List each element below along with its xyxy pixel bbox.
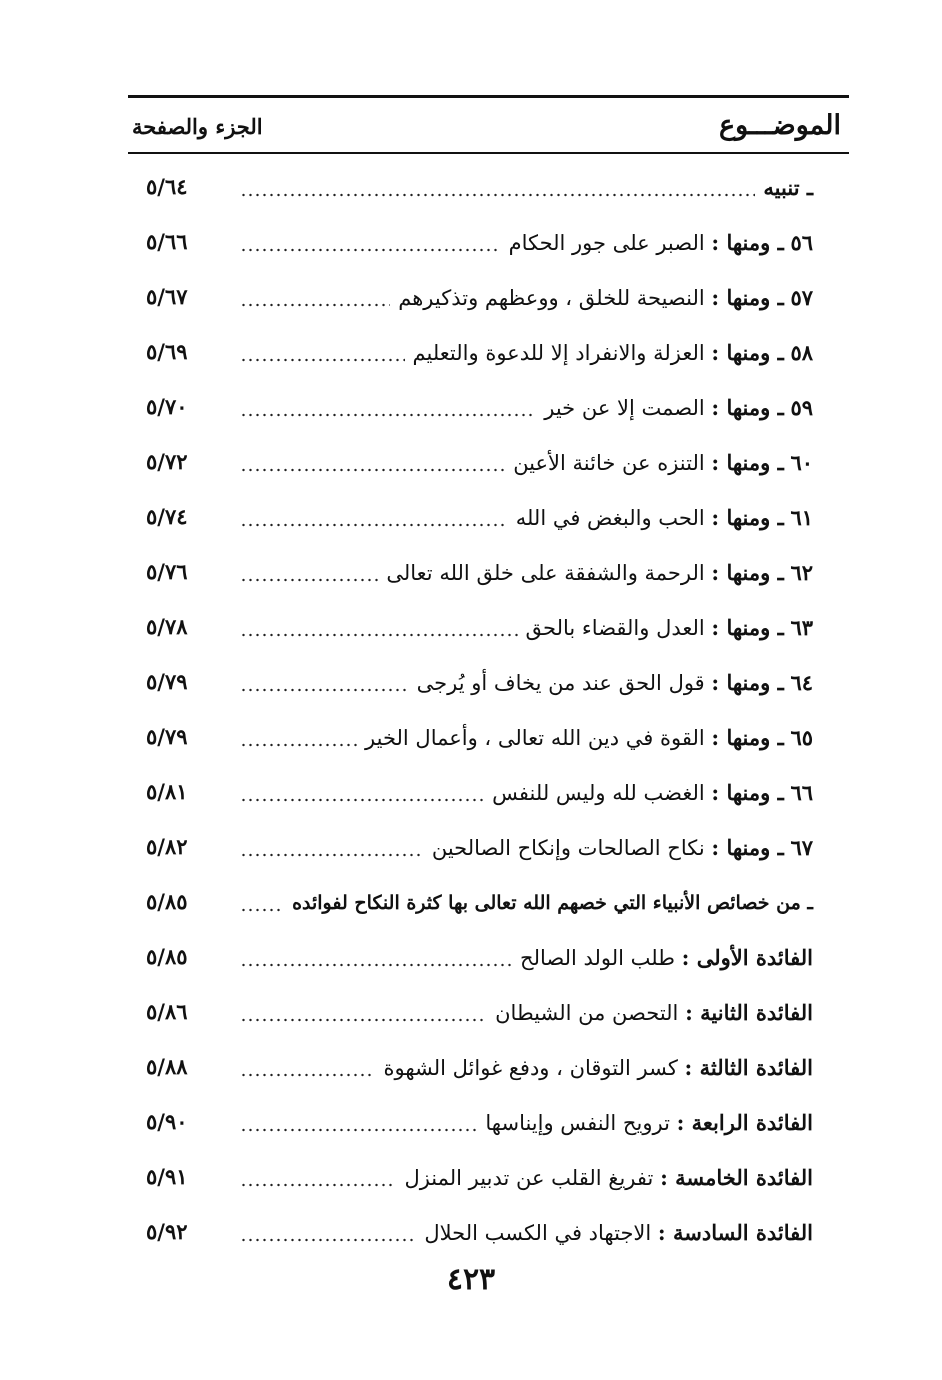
- dot-leader: [240, 466, 505, 474]
- toc-entry-number: ٦١: [790, 504, 813, 530]
- toc-entry-title: [284, 888, 813, 918]
- toc-entry-page: ٥/٨٦: [146, 999, 188, 1024]
- toc-entry: [128, 930, 849, 985]
- page-column-header: الجزء والصفحة: [132, 114, 263, 139]
- toc-entry-number: ٦٤: [790, 669, 813, 695]
- toc-entry-page: ٥/٧٩: [146, 669, 188, 694]
- dot-leader: [240, 796, 484, 804]
- dot-leader: [240, 906, 284, 914]
- toc-entry-title: [484, 778, 813, 808]
- toc-entry-text: ترويح النفس وإيناسها: [485, 1110, 670, 1135]
- toc-entry: [128, 820, 849, 875]
- toc-entry-text: الصبر على جور الحكام: [508, 230, 705, 255]
- dot-leader: [240, 1071, 375, 1079]
- dot-leader: [240, 1016, 487, 1024]
- toc-entry-title: [508, 503, 813, 533]
- dot-leader: [240, 576, 378, 584]
- toc-entry: [128, 380, 849, 435]
- toc-entry-lead: ـ ومنها :: [711, 669, 784, 695]
- dot-leader: [240, 246, 501, 254]
- dot-leader: [240, 356, 405, 364]
- toc-entry-title: [487, 998, 813, 1028]
- toc-entry-number: ٦٥: [790, 724, 813, 750]
- toc-entry-page: ٥/٦٦: [146, 229, 188, 254]
- toc-entry-number: ٦٣: [790, 614, 813, 640]
- toc-entry-lead: ـ تنبيه: [763, 174, 813, 200]
- toc-entry-number: ٦٢: [790, 559, 813, 585]
- toc-entry: [128, 435, 849, 490]
- toc-entry-lead: ـ ومنها :: [711, 779, 784, 805]
- toc-entry-title: [405, 338, 813, 368]
- toc-entry-text: نكاح الصالحات وإنكاح الصالحين: [431, 835, 705, 860]
- toc-entry: [128, 985, 849, 1040]
- toc-entry-page: ٥/٧٩: [146, 724, 188, 749]
- toc-entry-page: ٥/٦٧: [146, 284, 188, 309]
- toc-entry-text: قول الحق عند من يخاف أو يُرجى: [416, 670, 705, 695]
- toc-entry-number: ٦٧: [790, 834, 813, 860]
- toc-entry-lead: ـ ومنها :: [711, 504, 784, 530]
- dot-leader: [240, 686, 409, 694]
- toc-entry: [128, 1095, 849, 1150]
- dot-leader: [240, 521, 508, 529]
- toc-entry-text: الصمت إلا عن خير: [544, 395, 705, 420]
- toc-entry-lead: الفائدة الثانية :: [685, 999, 813, 1025]
- toc-entry-page: ٥/٦٩: [146, 339, 188, 364]
- toc-entry-number: ٥٧: [790, 284, 813, 310]
- toc-entry-page: ٥/٨١: [146, 779, 188, 804]
- toc-entry-page: ٥/٧٦: [146, 559, 188, 584]
- toc-entry-title: [375, 1053, 813, 1083]
- toc-entry: [128, 1150, 849, 1205]
- toc-entry-title: [518, 613, 813, 643]
- toc-entry-text: الاجتهاد في الكسب الحلال: [424, 1220, 652, 1245]
- toc-entry-page: ٥/٧٨: [146, 614, 188, 639]
- toc-entry-title: [357, 723, 813, 753]
- toc-entry-text: كسر التوقان ، ودفع غوائل الشهوة: [383, 1055, 678, 1080]
- toc-entry: [128, 160, 849, 215]
- toc-entry-lead: ـ ومنها :: [711, 614, 784, 640]
- toc-entry-number: ٥٨: [790, 339, 813, 365]
- toc-entry-title: [505, 448, 813, 478]
- table-header: [128, 104, 849, 148]
- dot-leader: [240, 411, 536, 419]
- toc-entry-lead: الفائدة السادسة :: [657, 1219, 813, 1245]
- toc-entry-page: ٥/٧٤: [146, 504, 188, 529]
- toc-entry-title: [477, 1108, 813, 1138]
- toc-entry: [128, 490, 849, 545]
- toc-entry-number: ٦٦: [790, 779, 813, 805]
- toc-entry-lead: الفائدة الثالثة :: [684, 1054, 813, 1080]
- toc-entry-lead: ـ ومنها :: [711, 559, 784, 585]
- toc-entry-page: ٥/٦٤: [146, 174, 188, 199]
- toc-entry: [128, 270, 849, 325]
- toc-entry: [128, 600, 849, 655]
- dot-leader: [240, 1236, 416, 1244]
- toc-entry-title: [390, 283, 813, 313]
- toc-entry-title: [536, 393, 813, 423]
- toc-entry: [128, 765, 849, 820]
- dot-leader: [240, 631, 518, 639]
- toc-entry-text: الغضب لله وليس للنفس: [492, 780, 705, 805]
- toc-entry-page: ٥/٩٠: [146, 1109, 188, 1134]
- toc-entry-lead: ـ ومنها :: [711, 724, 784, 750]
- toc-entry-page: ٥/٩١: [146, 1164, 188, 1189]
- page-number: ٤٢٣: [446, 1262, 496, 1297]
- toc-entry-lead: ـ ومنها :: [711, 449, 784, 475]
- dot-leader: [240, 1126, 477, 1134]
- top-rule: [128, 95, 849, 98]
- dot-leader: [240, 301, 390, 309]
- toc-entry-lead: الفائدة الخامسة :: [660, 1164, 813, 1190]
- toc-entry: [128, 710, 849, 765]
- toc-entry-lead: ـ ومنها :: [711, 834, 784, 860]
- toc-entry: [128, 325, 849, 380]
- toc-entry-lead: ـ ومنها :: [711, 339, 784, 365]
- toc-entry-lead: ـ ومنها :: [711, 284, 784, 310]
- toc-entry-text: طلب الولد الصالح: [520, 945, 675, 970]
- dot-leader: [240, 191, 755, 199]
- toc-entry-lead: ـ ومنها :: [711, 394, 784, 420]
- toc-entry-title: [755, 173, 813, 203]
- toc-entry-page: ٥/٩٢: [146, 1219, 188, 1244]
- toc-entry-title: [424, 833, 813, 863]
- dot-leader: [240, 1181, 396, 1189]
- toc-entry: [128, 875, 849, 930]
- toc-entry-page: ٥/٧٢: [146, 449, 188, 474]
- toc-entry-number: ٦٠: [790, 449, 813, 475]
- table-of-contents: [128, 160, 849, 1260]
- toc-entry-title: [501, 228, 813, 258]
- toc-entry-text: النصيحة للخلق ، ووعظهم وتذكيرهم: [398, 285, 705, 310]
- toc-entry-number: ٥٩: [790, 394, 813, 420]
- toc-entry: [128, 215, 849, 270]
- toc-entry-page: ٥/٨٥: [146, 889, 188, 914]
- toc-entry-text: القوة في دين الله تعالى ، وأعمال الخير: [365, 725, 705, 750]
- toc-entry: [128, 545, 849, 600]
- toc-entry-title: [416, 1218, 813, 1248]
- toc-entry-page: ٥/٨٢: [146, 834, 188, 859]
- toc-entry-lead: ـ من خصائص الأنبياء التي خصهم الله تعالى بها كثرة النكاح لفوائده: [292, 891, 813, 914]
- dot-leader: [240, 961, 512, 969]
- dot-leader: [240, 851, 424, 859]
- toc-entry-page: ٥/٨٨: [146, 1054, 188, 1079]
- toc-entry: [128, 1040, 849, 1095]
- header-rule: [128, 152, 849, 154]
- toc-entry-title: [409, 668, 813, 698]
- toc-entry-text: التحصن من الشيطان: [495, 1000, 679, 1025]
- toc-entry-lead: الفائدة الرابعة :: [676, 1109, 813, 1135]
- toc-entry-text: الحب والبغض في الله: [515, 505, 705, 530]
- toc-entry-text: تفريغ القلب عن تدبير المنزل: [404, 1165, 654, 1190]
- toc-entry-number: ٥٦: [790, 229, 813, 255]
- toc-entry-page: ٥/٨٥: [146, 944, 188, 969]
- toc-entry-title: [512, 943, 813, 973]
- toc-entry-text: الرحمة والشفقة على خلق الله تعالى: [386, 560, 705, 585]
- dot-leader: [240, 741, 357, 749]
- toc-entry-text: العزلة والانفراد إلا للدعوة والتعليم: [412, 340, 705, 365]
- toc-entry-title: [396, 1163, 813, 1193]
- toc-entry-text: العدل والقضاء بالحق: [525, 615, 705, 640]
- toc-entry-lead: ـ ومنها :: [711, 229, 784, 255]
- toc-entry-text: التنزه عن خائنة الأعين: [513, 450, 705, 475]
- topic-column-header: الموضـــوع: [718, 110, 841, 141]
- toc-entry: [128, 1205, 849, 1260]
- toc-entry-lead: الفائدة الأولى :: [681, 944, 813, 970]
- toc-entry: [128, 655, 849, 710]
- toc-entry-title: [378, 558, 813, 588]
- toc-entry-page: ٥/٧٠: [146, 394, 188, 419]
